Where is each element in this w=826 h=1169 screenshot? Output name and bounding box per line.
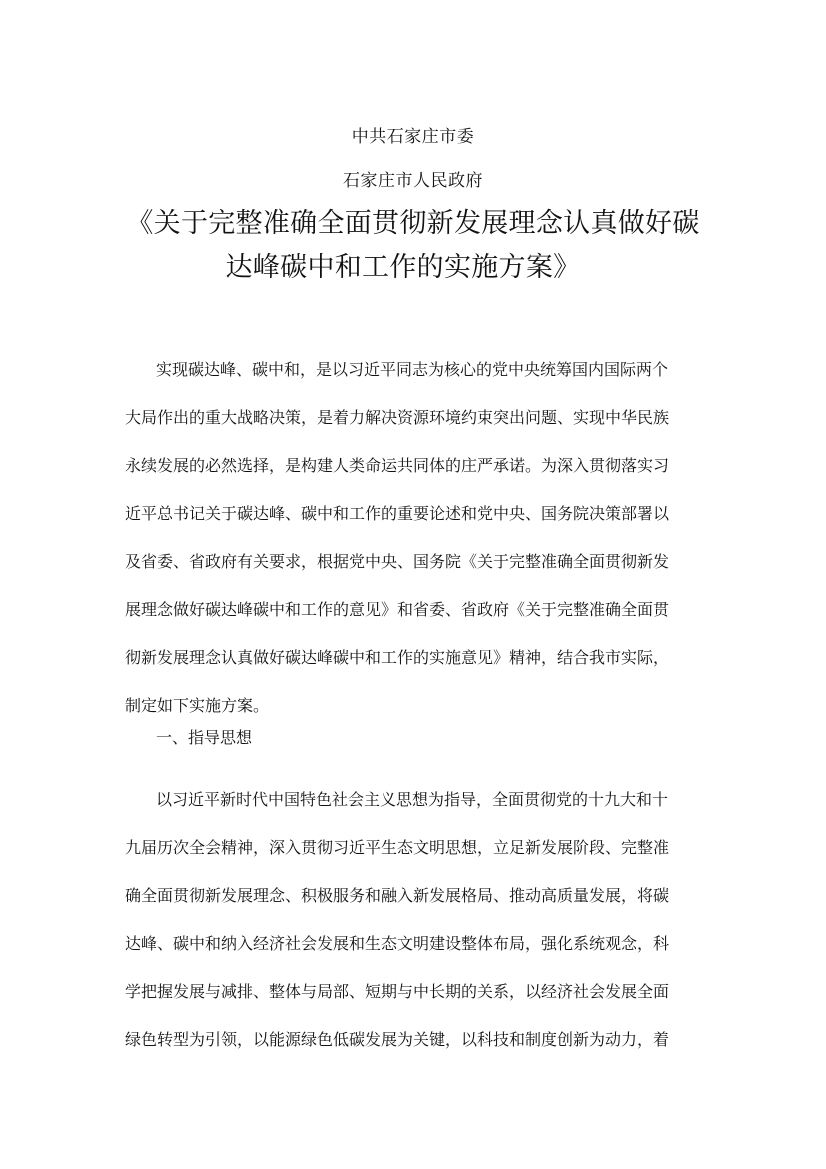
intro-paragraph — [125, 346, 705, 730]
paragraph-line: 及省委、省政府有关要求，根据党中央、国务院《关于完整准确全面贯彻新发 — [125, 552, 670, 571]
section-heading-guiding-ideology: 一、指导思想 — [156, 728, 253, 747]
document-title-line-2: 达峰碳中和工作的实施方案》 — [225, 252, 581, 283]
paragraph-line: 彻新发展理念认真做好碳达峰碳中和工作的实施意见》精神，结合我市实际， — [125, 648, 670, 667]
paragraph-line: 达峰、碳中和纳入经济社会发展和生态文明建设整体布局，强化系统观念，科 — [125, 934, 670, 953]
issuer-municipal-government: 石家庄市人民政府 — [343, 171, 483, 191]
paragraph-line: 实现碳达峰、碳中和，是以习近平同志为核心的党中央统筹国内国际两个 — [156, 360, 669, 379]
paragraph-line: 确全面贯彻新发展理念、积极服务和融入新发展格局、推动高质量发展，将碳 — [125, 886, 670, 905]
paragraph-line: 永续发展的必然选择，是构建人类命运共同体的庄严承诺。为深入贯彻落实习 — [125, 456, 670, 475]
paragraph-line: 以习近平新时代中国特色社会主义思想为指导，全面贯彻党的十九大和十 — [156, 790, 669, 809]
guiding-ideology-paragraph — [125, 776, 705, 1064]
paragraph-line: 制定如下实施方案。 — [125, 696, 270, 715]
paragraph-line: 绿色转型为引领，以能源绿色低碳发展为关键，以科技和制度创新为动力，着 — [125, 1030, 670, 1049]
paragraph-line: 学把握发展与减排、整体与局部、短期与中长期的关系，以经济社会发展全面 — [125, 982, 670, 1001]
document-title-line-1: 《关于完整准确全面贯彻新发展理念认真做好碳 — [126, 208, 700, 239]
paragraph-line: 九届历次全会精神，深入贯彻习近平生态文明思想，立足新发展阶段、完整准 — [125, 838, 670, 857]
issuer-party-committee: 中共石家庄市委 — [351, 127, 475, 147]
paragraph-line: 展理念做好碳达峰碳中和工作的意见》和省委、省政府《关于完整准确全面贯 — [125, 600, 670, 619]
paragraph-line: 近平总书记关于碳达峰、碳中和工作的重要论述和党中央、国务院决策部署以 — [125, 504, 670, 523]
paragraph-line: 大局作出的重大战略决策，是着力解决资源环境约束突出问题、实现中华民族 — [125, 408, 670, 427]
